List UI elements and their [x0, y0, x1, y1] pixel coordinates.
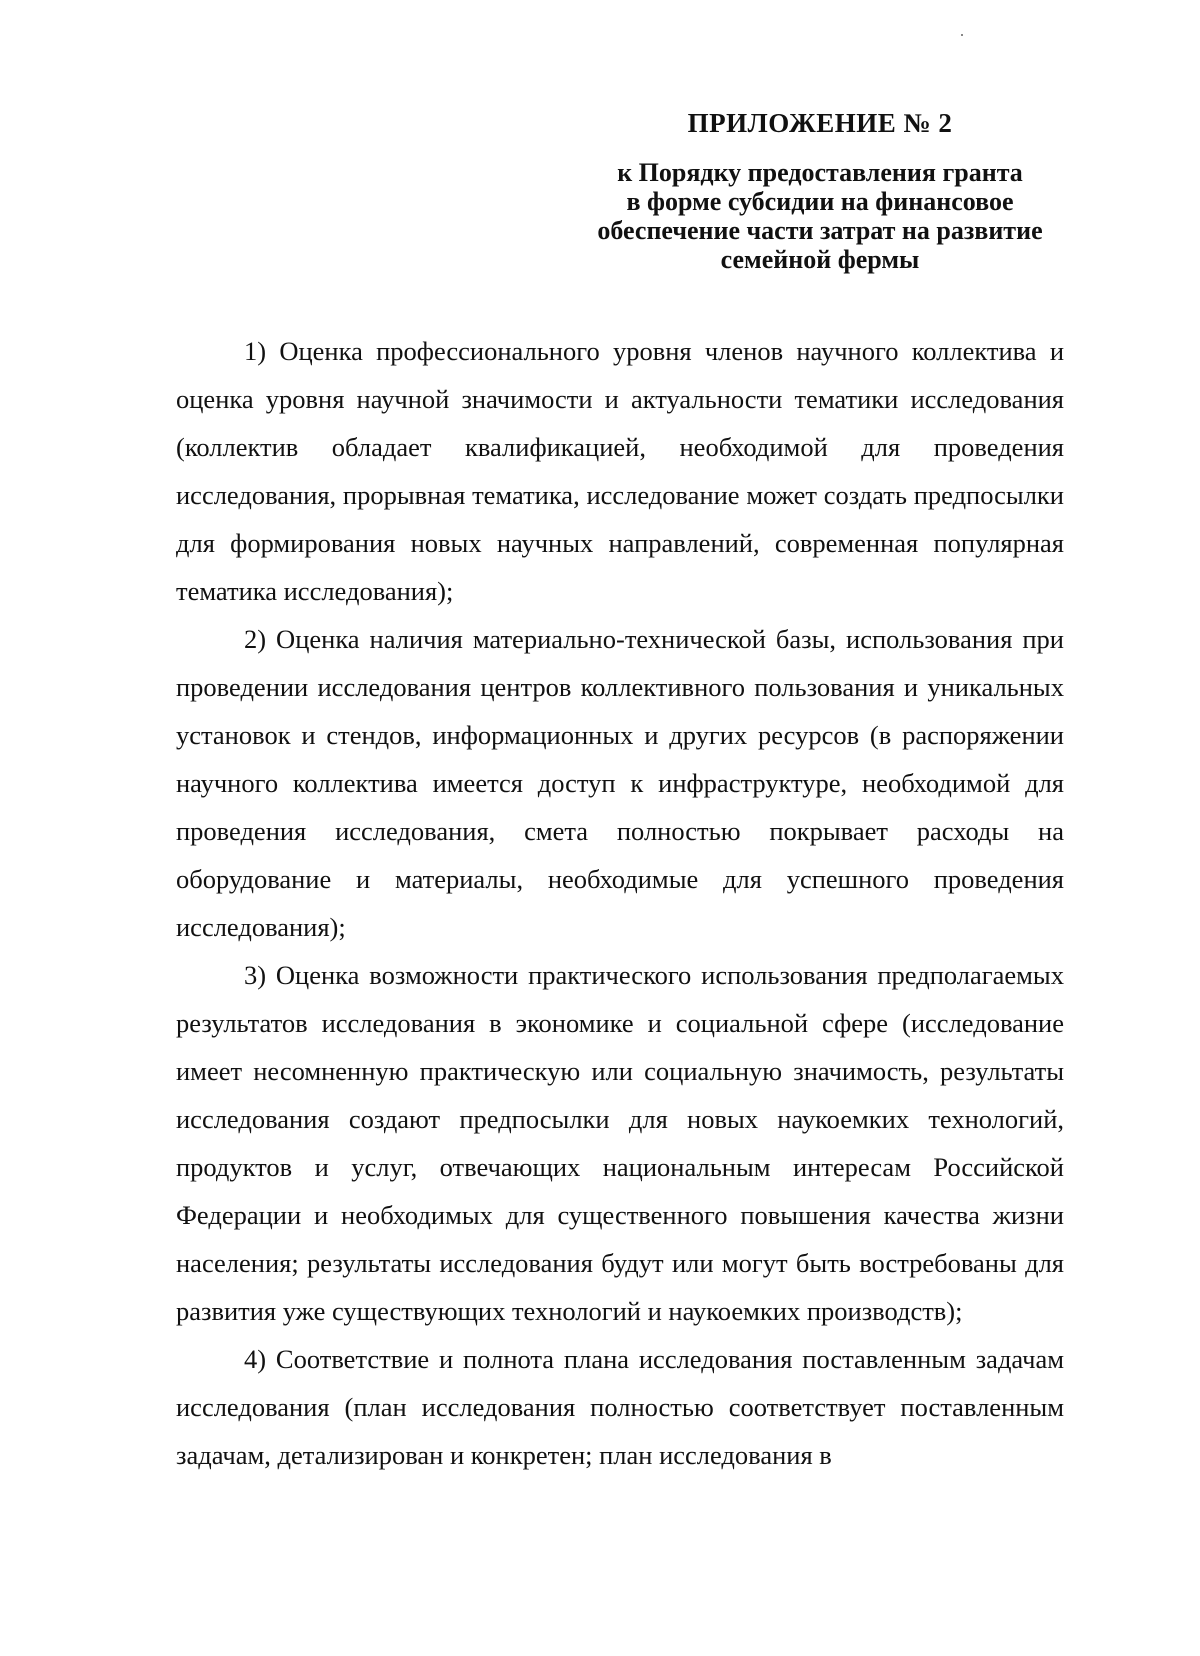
annex-subtitle-line: семейной фермы — [720, 245, 920, 274]
criterion-paragraph-1: 1) Оценка профессионального уровня членов научного коллектива и оценка уровня научной значимости и актуальности тематики исследования (коллектив обладает квалификацией, необходимой для проведения исследования, прорывная тематика, исследование может создать предпосылки для формирования новых научных направлений, современная популярная тематика исследования); — [176, 336, 1064, 606]
annex-subtitle-line: в форме субсидии на финансовое — [626, 187, 1014, 216]
annex-subtitle-line: к Порядку предоставления гранта — [617, 158, 1023, 187]
annex-header — [580, 106, 1060, 274]
criterion-paragraph-4: 4) Соответствие и полнота плана исследования поставленным задачам исследования (план исследования полностью соответствует поставленным задачам, детализирован и конкретен; план исследования в — [176, 1344, 1064, 1470]
criterion-paragraph-3: 3) Оценка возможности практического использования предполагаемых результатов исследования в экономике и социальной сфере (исследование имеет несомненную практическую или социальную значимость, результаты исследования создают предпосылки для новых наукоемких технологий, продуктов и услуг, отвечающих национальным интересам Российской Федерации и необходимых для существенного повышения качества жизни населения; результаты исследования будут или могут быть востребованы для развития уже существующих технологий и наукоемких производств); — [176, 960, 1064, 1326]
scan-speck — [961, 34, 963, 36]
annex-subtitle-line: обеспечение части затрат на развитие — [597, 216, 1043, 245]
annex-subtitle — [580, 158, 1060, 274]
criterion-paragraph-2: 2) Оценка наличия материально-технической базы, использования при проведении исследования центров коллективного пользования и уникальных установок и стендов, информационных и других ресурсов (в распоряжении научного коллектива имеется доступ к инфраструктуре, необходимой для проведения исследования, смета полностью покрывает расходы на оборудование и материалы, необходимые для успешного проведения исследования); — [176, 624, 1064, 942]
annex-title: ПРИЛОЖЕНИЕ № 2 — [687, 108, 953, 138]
document-body — [176, 327, 1064, 1479]
